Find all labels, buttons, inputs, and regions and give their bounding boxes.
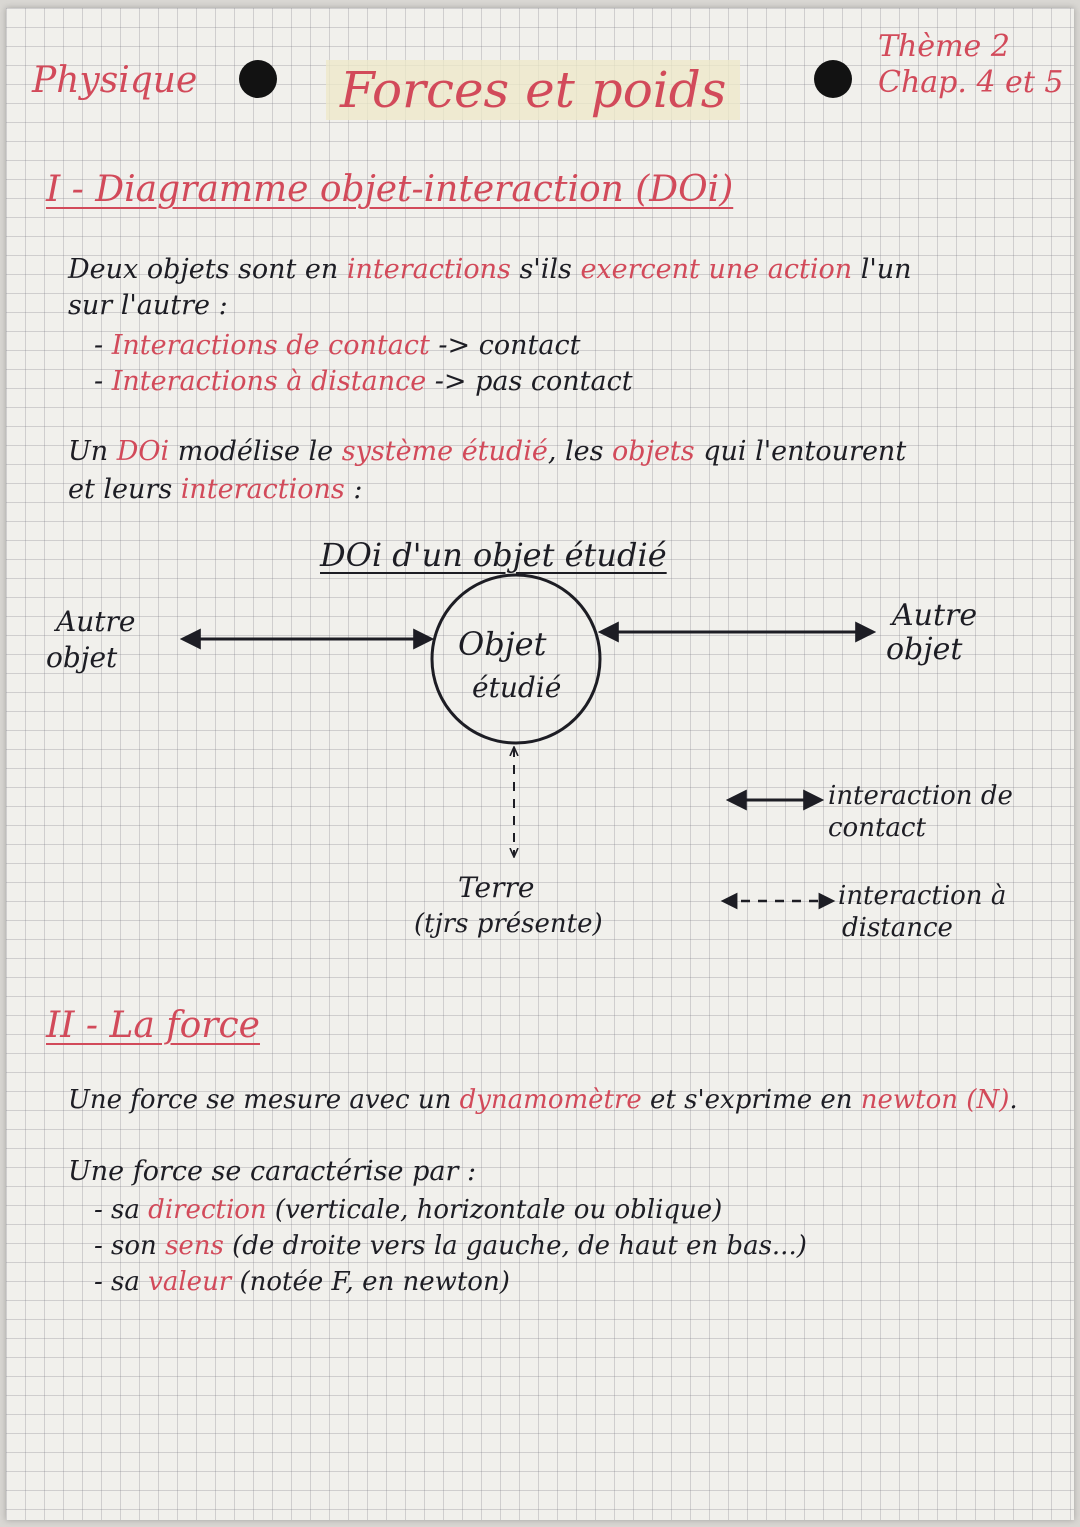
measure-text-3: . xyxy=(1009,1085,1018,1115)
characteristic-key: direction xyxy=(148,1195,267,1225)
earth-node-line-1: Terre xyxy=(458,871,535,904)
earth-node-line-2: (tjrs présente) xyxy=(414,909,603,939)
center-node-line-1: Objet xyxy=(458,625,547,663)
legend-distance-line-1: interaction à xyxy=(838,881,1007,911)
doi-text-4: qui l'entourent xyxy=(694,436,907,467)
doi-keyword-interactions: interactions xyxy=(180,474,345,505)
measure-keyword-dynamometre: dynamomètre xyxy=(459,1085,642,1115)
doi-line2-text-1: et leurs xyxy=(68,474,181,505)
characteristic-prefix: - son xyxy=(94,1231,166,1261)
measure-text-2: et s'exprime en xyxy=(641,1085,861,1115)
doi-text-2: modélise le xyxy=(169,436,342,467)
characteristic-prefix: - sa xyxy=(94,1195,149,1225)
doi-line2-text-2: : xyxy=(344,474,363,505)
doi-text-1: Un xyxy=(68,436,117,467)
legend-distance-line-2: distance xyxy=(842,913,953,943)
characteristic-detail: (verticale, horizontale ou oblique) xyxy=(266,1195,723,1225)
characteristic-valeur xyxy=(94,1266,510,1298)
characteristic-sens xyxy=(94,1230,807,1262)
intro-text-3: l'un xyxy=(852,254,912,285)
center-node-line-2: étudié xyxy=(472,671,562,704)
intro-keyword-action: exercent une action xyxy=(580,254,853,285)
force-measure-line xyxy=(68,1084,1018,1116)
notebook-page xyxy=(6,8,1074,1520)
characteristic-detail: (notée F, en newton) xyxy=(231,1267,510,1297)
doi-keyword-systeme: système étudié xyxy=(341,436,548,467)
chapter-label: Chap. 4 et 5 xyxy=(878,65,1064,100)
bullet-arrow-text: -> pas contact xyxy=(426,366,633,397)
doi-keyword-objets: objets xyxy=(612,436,695,467)
legend-contact-line-2: contact xyxy=(828,813,926,843)
diagram-title: DOi d'un objet étudié xyxy=(320,536,667,574)
intro-line-2: sur l'autre : xyxy=(68,290,228,321)
subject-label: Physique xyxy=(32,60,198,101)
legend-contact-line-1: interaction de xyxy=(828,781,1013,811)
bullet-dash: - xyxy=(94,366,112,397)
characteristic-detail: (de droite vers la gauche, de haut en bas...) xyxy=(223,1231,807,1261)
right-node-line-1: Autre xyxy=(892,598,978,633)
page-title: Forces et poids xyxy=(326,60,740,120)
bullet-label: Interactions de contact xyxy=(111,330,430,361)
measure-text-1: Une force se mesure avec un xyxy=(68,1085,460,1115)
characteristic-key: valeur xyxy=(148,1267,232,1297)
doi-text-3: , les xyxy=(547,436,613,467)
left-node-line-2: objet xyxy=(46,641,118,674)
intro-text-1: Deux objets sont en xyxy=(68,254,347,285)
bullet-arrow-text: -> contact xyxy=(429,330,581,361)
left-node-line-1: Autre xyxy=(56,605,136,638)
characteristic-prefix: - sa xyxy=(94,1267,149,1297)
section-1-heading: I - Diagramme objet-interaction (DOi) xyxy=(46,169,734,210)
intro-text-2: s'ils xyxy=(510,254,581,285)
characteristic-key: sens xyxy=(165,1231,224,1261)
bullet-dash: - xyxy=(94,330,112,361)
characteristic-direction xyxy=(94,1194,722,1226)
doi-keyword-doi: DOi xyxy=(116,436,170,467)
measure-keyword-newton: newton (N) xyxy=(860,1085,1010,1115)
bullet-label: Interactions à distance xyxy=(111,366,427,397)
characteristics-intro: Une force se caractérise par : xyxy=(68,1156,477,1187)
section-2-heading: II - La force xyxy=(46,1005,260,1046)
theme-label: Thème 2 xyxy=(878,29,1010,64)
right-node-line-2: objet xyxy=(886,632,963,667)
intro-keyword-interactions: interactions xyxy=(346,254,511,285)
interaction-diagram xyxy=(6,8,1074,1008)
